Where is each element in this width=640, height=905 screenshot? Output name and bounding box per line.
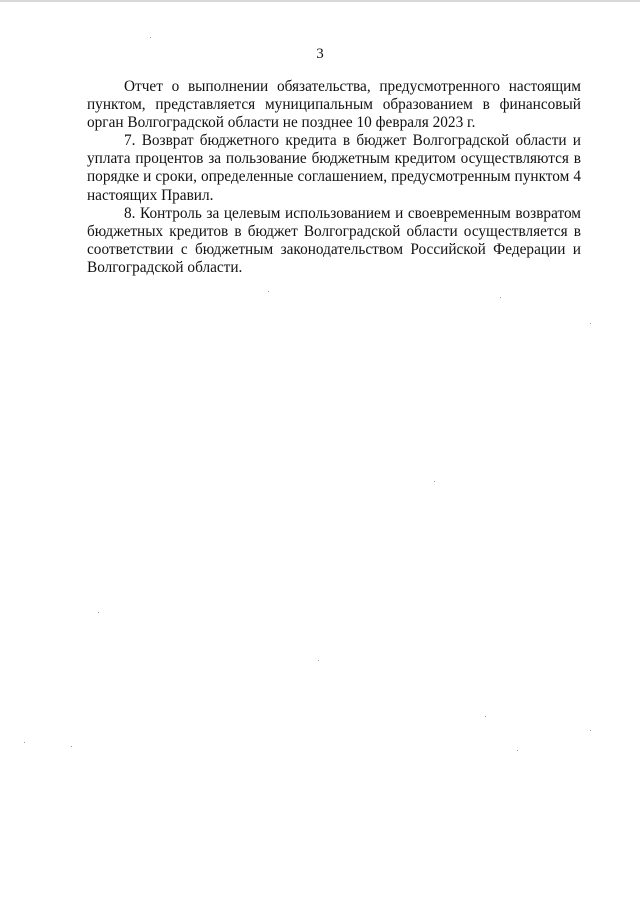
paragraph-report-deadline: Отчет о выполнении обязательства, предусмотренного настоящим пунктом, представляется муниципальным образованием в финансовый орган Волгоградской области не позднее 10 февраля 2023 г. (87, 78, 581, 132)
paragraph-8-control: 8. Контроль за целевым использованием и своевременным возвратом бюджетных кредитов в бюджет Волгоградской области осуществляется в соответствии с бюджетным законодательством Российской Федерации и Волгоградской области. (87, 204, 581, 276)
scan-speck (590, 323, 591, 324)
paragraph-7-credit-repayment: 7. Возврат бюджетного кредита в бюджет Волгоградской области и уплата процентов за пользование бюджетным кредитом осуществляются в порядке и сроки, определенные соглашением, предусмотренным пунктом 4 настоящих Правил. (87, 132, 581, 204)
scan-speck (434, 481, 435, 482)
scan-speck (71, 746, 72, 747)
scan-speck (268, 291, 269, 292)
scan-speck (98, 612, 99, 613)
scan-speck (485, 716, 486, 717)
scan-speck (150, 37, 151, 38)
scan-speck (590, 730, 591, 731)
document-body (87, 78, 581, 277)
scan-speck (24, 742, 25, 743)
scan-speck (517, 750, 518, 751)
scan-speck (500, 297, 501, 298)
page-number: 3 (316, 46, 324, 62)
scan-top-edge (0, 0, 640, 2)
scan-speck (318, 660, 319, 661)
